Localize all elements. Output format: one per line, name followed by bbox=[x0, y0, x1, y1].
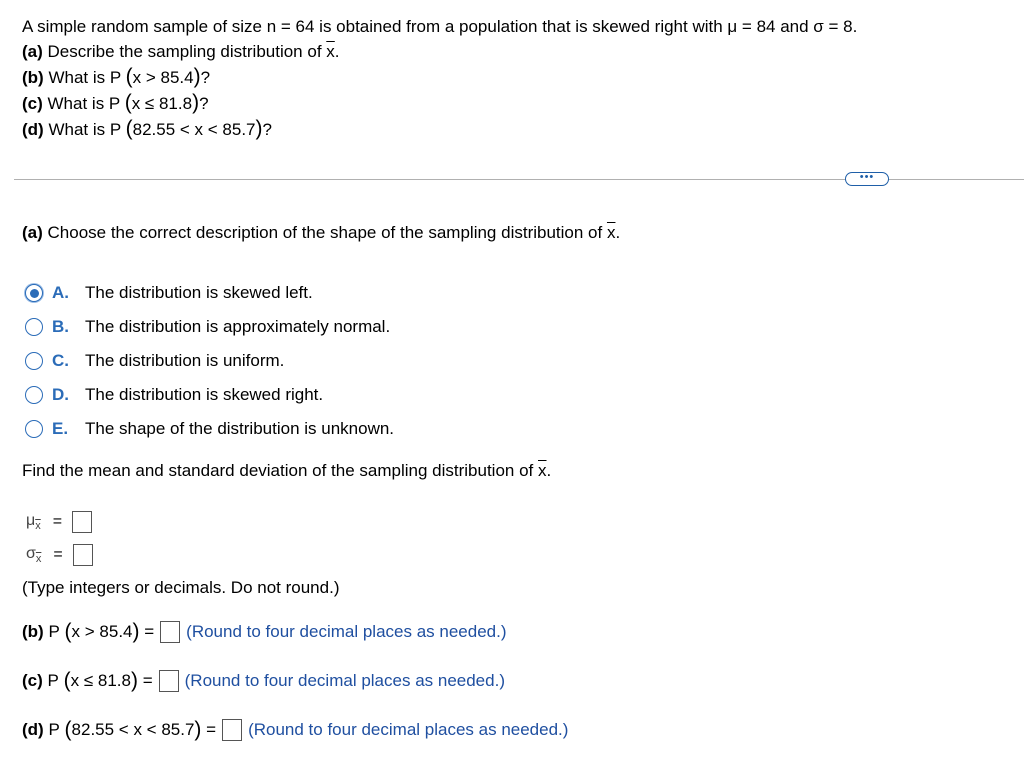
problem-part-a: (a) Describe the sampling distribution of $\overline{x}$. bbox=[22, 42, 340, 61]
expand-more-button[interactable]: ••• bbox=[845, 172, 889, 186]
part-a-question: (a) Choose the correct description of the shape of the sampling distribution of $\overline{x}$. bbox=[22, 223, 621, 242]
option-e[interactable]: E. The shape of the distribution is unknown. bbox=[25, 412, 394, 446]
prob-expr-d: 82.55 < x < 85.7 bbox=[132, 120, 256, 139]
radio-icon[interactable] bbox=[25, 318, 43, 336]
radio-selected-icon[interactable] bbox=[25, 284, 43, 302]
prob-b-answer-input[interactable] bbox=[160, 621, 180, 643]
option-d[interactable]: D. The distribution is skewed right. bbox=[25, 378, 394, 412]
sd-row: $\sigma_{\overline{x}}$ = bbox=[26, 543, 93, 567]
option-c[interactable]: C. The distribution is uniform. bbox=[25, 344, 394, 378]
mean-answer-input[interactable] bbox=[72, 511, 92, 533]
prob-c-answer-input[interactable] bbox=[159, 670, 179, 692]
sd-answer-input[interactable] bbox=[73, 544, 93, 566]
problem-statement bbox=[22, 14, 857, 142]
prob-d-answer-input[interactable] bbox=[222, 719, 242, 741]
mu-symbol: $\mu_{\overline{x}}$ bbox=[26, 511, 41, 533]
problem-intro: A simple random sample of size n = 64 is obtained from a population that is skewed right with μ = 84 and σ = 8. bbox=[22, 17, 858, 36]
problem-part-b: (b) What is P (x > 85.4)? bbox=[22, 65, 211, 88]
answer-row-d: (d) P ( 82.55 < x < 85.7 ) = (Round to four decimal places as needed.) bbox=[22, 718, 569, 741]
prob-expr-c: x ≤ 81.8 bbox=[131, 94, 193, 113]
mean-row: $\mu_{\overline{x}}$ = bbox=[26, 510, 92, 534]
option-b[interactable]: B. The distribution is approximately normal. bbox=[25, 310, 394, 344]
problem-part-d: (d) What is P (82.55 < x < 85.7)? bbox=[22, 117, 272, 140]
sigma-symbol: $\sigma_{\overline{x}}$ bbox=[26, 544, 42, 566]
answer-row-c: (c) P ( x ≤ 81.8 ) = (Round to four decimal places as needed.) bbox=[22, 669, 505, 692]
radio-icon[interactable] bbox=[25, 386, 43, 404]
radio-icon[interactable] bbox=[25, 420, 43, 438]
prob-expr-b: x > 85.4 bbox=[132, 68, 194, 87]
shape-options bbox=[25, 276, 394, 446]
answer-row-b: (b) P ( x > 85.4 ) = (Round to four decimal places as needed.) bbox=[22, 620, 507, 643]
type-hint: (Type integers or decimals. Do not round.) bbox=[22, 578, 340, 597]
radio-icon[interactable] bbox=[25, 352, 43, 370]
option-a[interactable]: A. The distribution is skewed left. bbox=[25, 276, 394, 310]
find-mean-sd-question: Find the mean and standard deviation of the sampling distribution of $\overline{x}$. bbox=[22, 461, 552, 480]
problem-part-c: (c) What is P (x ≤ 81.8)? bbox=[22, 91, 209, 114]
